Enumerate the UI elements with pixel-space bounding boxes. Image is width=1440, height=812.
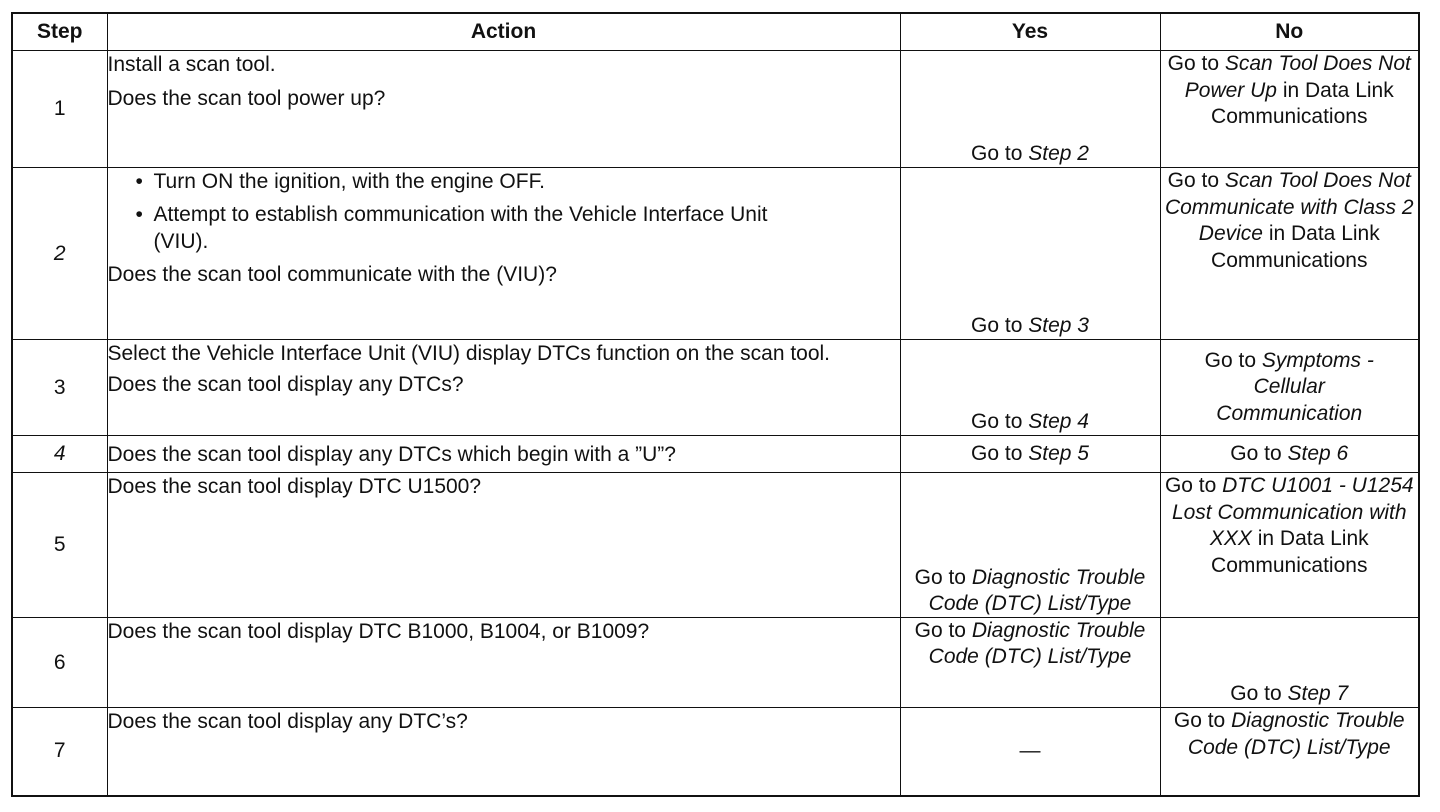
no-suffix: in Data Link Communications xyxy=(1211,78,1394,128)
no-prefix: Go to xyxy=(1230,681,1288,705)
bullet-item: • Turn ON the ignition, with the engine OFF. xyxy=(135,170,545,193)
no-prefix: Go to xyxy=(1230,441,1288,465)
no-link[interactable]: Scan Tool Does Not Power Up xyxy=(1184,52,1411,102)
table-row xyxy=(12,168,1419,340)
yes-link[interactable]: Step 5 xyxy=(1028,442,1089,465)
no-prefix: Go to xyxy=(1167,169,1225,192)
yes-link[interactable]: Diagnostic Trouble Code (DTC) List/Type xyxy=(928,619,1146,668)
table-row xyxy=(12,473,1419,618)
table-row xyxy=(12,618,1419,708)
no-suffix: in Data Link Communications xyxy=(1211,222,1380,272)
yes-prefix: Go to xyxy=(914,566,972,589)
no-link[interactable]: Symptoms - Cellular Communication xyxy=(1216,348,1374,425)
action-question: Does the scan tool display any DTCs which begin with a ”U”? xyxy=(107,442,676,466)
diagnostic-table xyxy=(11,12,1420,797)
no-suffix: in Data Link Communications xyxy=(1211,527,1369,577)
step-number: 6 xyxy=(12,618,107,708)
step-number: 3 xyxy=(12,340,107,436)
action-question: Does the scan tool power up? xyxy=(107,87,386,110)
action-cell xyxy=(107,168,900,340)
no-prefix: Go to xyxy=(1173,709,1232,732)
no-cell xyxy=(1160,168,1419,340)
action-cell xyxy=(107,51,900,168)
yes-cell xyxy=(900,436,1160,473)
action-cell xyxy=(107,618,900,708)
header-no: No xyxy=(1160,13,1419,51)
no-cell xyxy=(1160,340,1419,436)
action-cell xyxy=(107,340,900,436)
action-cell xyxy=(107,708,900,796)
step-number: 5 xyxy=(12,473,107,618)
no-link[interactable]: Diagnostic Trouble Code (DTC) List/Type xyxy=(1187,709,1405,759)
step-number: 2 xyxy=(12,168,107,340)
bullet-list xyxy=(108,168,900,255)
header-step: Step xyxy=(12,13,107,51)
action-question: Does the scan tool communicate with the (VIU)? xyxy=(107,263,557,286)
bullet-icon: • xyxy=(135,170,143,193)
table-row xyxy=(12,340,1419,436)
no-cell xyxy=(1160,436,1419,473)
header-yes: Yes xyxy=(900,13,1160,51)
yes-cell xyxy=(900,618,1160,708)
table-row xyxy=(12,51,1419,168)
action-line: Select the Vehicle Interface Unit (VIU) display DTCs function on the scan tool. xyxy=(107,342,831,365)
no-link[interactable]: Step 6 xyxy=(1287,441,1349,465)
step-number: 4 xyxy=(12,436,107,473)
no-cell xyxy=(1160,708,1419,796)
no-prefix: Go to xyxy=(1204,348,1262,372)
action-question: Does the scan tool display any DTCs? xyxy=(107,373,464,396)
yes-cell xyxy=(900,168,1160,340)
action-question: Does the scan tool display DTC B1000, B1004, or B1009? xyxy=(107,620,650,643)
yes-prefix: Go to xyxy=(971,442,1029,465)
header-row xyxy=(12,13,1419,51)
action-line: Install a scan tool. xyxy=(107,53,276,76)
no-cell xyxy=(1160,618,1419,708)
yes-prefix: Go to xyxy=(971,410,1029,433)
bullet-icon: • xyxy=(135,203,143,226)
yes-link[interactable]: Step 2 xyxy=(1028,142,1089,165)
header-action: Action xyxy=(107,13,900,51)
no-link[interactable]: Step 7 xyxy=(1287,681,1349,705)
yes-cell xyxy=(900,708,1160,796)
yes-prefix: Go to xyxy=(971,142,1029,165)
no-cell xyxy=(1160,473,1419,618)
step-number: 7 xyxy=(12,708,107,796)
step-number: 1 xyxy=(12,51,107,168)
yes-prefix: Go to xyxy=(971,314,1029,337)
yes-prefix: Go to xyxy=(914,619,972,642)
action-cell xyxy=(107,436,900,473)
yes-cell xyxy=(900,340,1160,436)
no-cell xyxy=(1160,51,1419,168)
yes-cell xyxy=(900,51,1160,168)
action-cell xyxy=(107,473,900,618)
yes-cell xyxy=(900,473,1160,618)
yes-link[interactable]: Step 3 xyxy=(1028,314,1089,337)
yes-dash: — xyxy=(1019,739,1041,763)
bullet-item: • Attempt to establish communication with the Vehicle Interface Unit (VIU). xyxy=(135,203,768,253)
no-prefix: Go to xyxy=(1164,474,1223,497)
no-link[interactable]: Scan Tool Does Not Communicate with Class 2 Device xyxy=(1164,169,1414,245)
action-question: Does the scan tool display any DTC’s? xyxy=(107,710,468,733)
yes-link[interactable]: Diagnostic Trouble Code (DTC) List/Type xyxy=(928,566,1146,615)
no-prefix: Go to xyxy=(1167,52,1225,75)
no-link[interactable]: DTC U1001 - U1254 Lost Communication with XXX xyxy=(1171,474,1414,550)
table-row xyxy=(12,436,1419,473)
table-row xyxy=(12,708,1419,796)
action-question: Does the scan tool display DTC U1500? xyxy=(107,475,482,498)
yes-link[interactable]: Step 4 xyxy=(1028,410,1089,433)
